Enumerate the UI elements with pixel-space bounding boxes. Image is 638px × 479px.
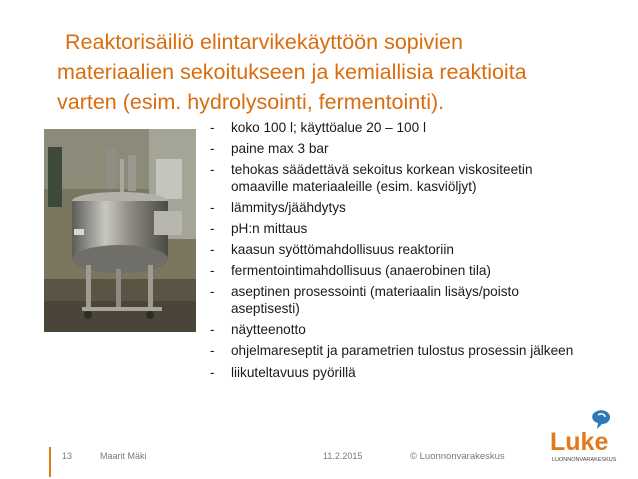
list-item-text: pH:n mittaus — [231, 221, 308, 237]
footer-author: Maarit Mäki — [100, 451, 147, 461]
list-item — [210, 162, 590, 196]
luke-logo — [546, 408, 618, 468]
list-item-text: fermentointimahdollisuus (anaerobinen tila) — [231, 263, 491, 279]
list-item-text: kaasun syöttömahdollisuus reaktoriin — [231, 242, 454, 258]
slide-title-line-3: varten (esim. hydrolysointi, fermentointi). — [57, 90, 445, 114]
slide-title-line-2: materiaalien sekoitukseen ja kemiallisia reaktioita — [57, 60, 527, 84]
bullet-dash: - — [210, 284, 215, 300]
bullet-dash: - — [210, 162, 215, 178]
svg-text:Luke: Luke — [550, 428, 609, 456]
bullet-dash: - — [210, 322, 215, 338]
list-item — [210, 200, 590, 217]
footer-date: 11.2.2015 — [323, 451, 363, 461]
list-item-text: koko 100 l; käyttöalue 20 – 100 l — [231, 120, 426, 135]
bullet-dash: - — [210, 343, 215, 359]
list-item-text: aseptinen prosessointi (materiaalin lisäys/poisto aseptisesti) — [231, 284, 519, 317]
bullet-dash: - — [210, 263, 215, 279]
list-item — [210, 365, 590, 382]
list-item — [210, 120, 590, 137]
list-item-text: paine max 3 bar — [231, 141, 329, 157]
list-item — [210, 242, 590, 259]
bullet-dash: - — [210, 120, 215, 135]
bullet-dash: - — [210, 141, 215, 157]
feature-list — [210, 120, 590, 386]
list-item — [210, 141, 590, 158]
footer-copyright: © Luonnonvarakeskus — [410, 451, 505, 462]
svg-text:LUONNONVARAKESKUS: LUONNONVARAKESKUS — [552, 457, 617, 463]
list-item-text: lämmitys/jäähdytys — [231, 200, 346, 216]
list-item-text: liikuteltavuus pyörillä — [231, 364, 356, 380]
bullet-dash: - — [210, 200, 215, 216]
list-item-text: ohjelmareseptit ja parametrien tulostus prosessin jälkeen — [231, 343, 574, 359]
page-number: 13 — [62, 451, 73, 461]
slide-title — [57, 27, 617, 117]
slide-title-line-1: Reaktorisäiliö elintarvikekäyttöön sopivien — [65, 30, 463, 54]
bullet-dash: - — [210, 242, 215, 258]
list-item-text: tehokas säädettävä sekoitus korkean viskositeetin omaaville materiaaleille (esim. kasviöljyt) — [231, 162, 533, 194]
footer-accent-bar — [49, 447, 51, 477]
list-item — [210, 263, 590, 280]
list-item — [210, 221, 590, 238]
list-item — [210, 284, 590, 318]
list-item — [210, 322, 590, 339]
bullet-dash: - — [210, 221, 215, 237]
bullet-dash: - — [210, 364, 215, 380]
reactor-photo — [44, 129, 196, 332]
list-item-text: näytteenotto — [231, 322, 306, 338]
list-item — [210, 343, 590, 360]
